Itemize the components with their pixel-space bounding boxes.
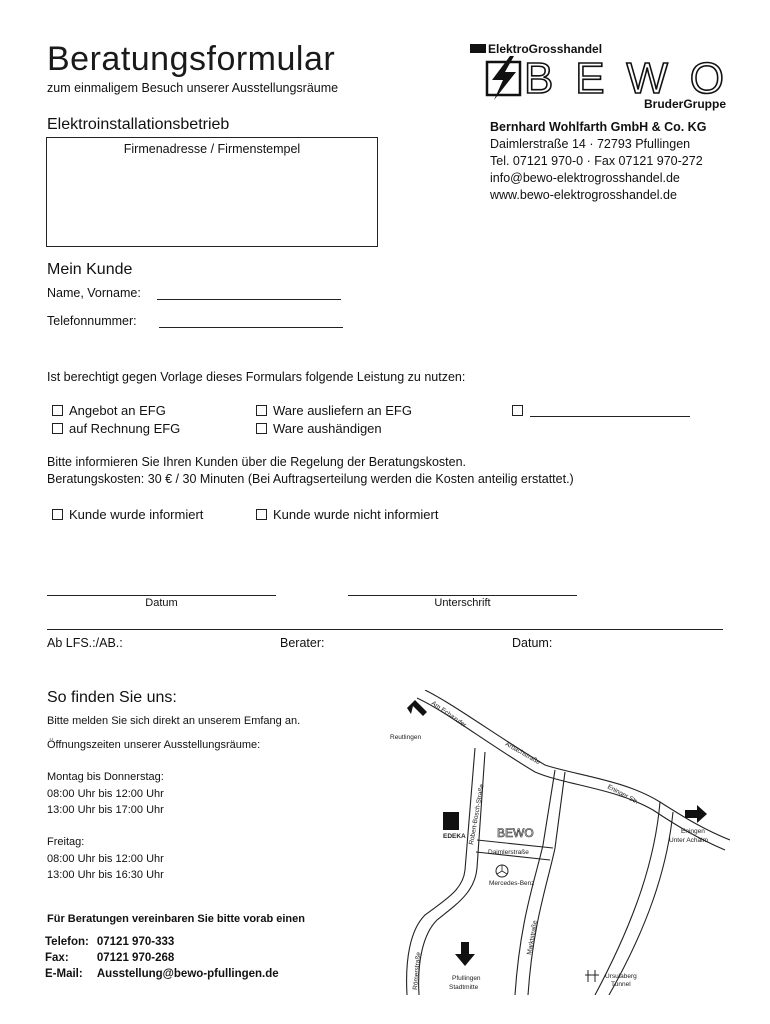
map-street-d: Robert-Bosch-Straße [468,783,486,846]
option-aushaendigen[interactable] [256,421,382,436]
option-rechnung[interactable] [52,421,180,436]
map-street-b: Arbachstraße [504,740,542,767]
map-pfullingen-2: Stadtmitte [449,984,479,991]
checkbox-aushaendigen[interactable] [256,423,267,434]
map-pfullingen-1: Pfullingen [452,975,481,982]
map-reutlingen: Reutlingen [390,734,422,741]
costs-line2: Beratungskosten: 30 € / 30 Minuten (Bei Auftragserteilung werden die Kosten anteilig erstattet.) [47,472,574,486]
hours-fri: Freitag: 08:00 Uhr bis 12:00 Uhr 13:00 Uhr bis 16:30 Uhr [47,836,164,881]
option-informed-label: Kunde wurde informiert [69,507,204,522]
map-tunnel-1: Ursulaberg [605,973,637,980]
section-divider [47,629,723,630]
road-eninger [595,802,660,995]
company-web[interactable]: www.bewo-elektrogrosshandel.de [490,188,677,202]
edeka-icon [443,812,459,830]
road-eninger-edge [609,812,673,995]
checkbox-not-informed[interactable] [256,509,267,520]
option-angebot-label: Angebot an EFG [69,403,166,418]
checkbox-informed[interactable] [52,509,63,520]
directions-line2: Öffnungszeiten unserer Ausstellungsräume: [47,739,261,751]
costs-line1: Bitte informieren Sie Ihren Kunden über die Regelung der Beratungskosten. [47,455,467,469]
option-not-informed-label: Kunde wurde nicht informiert [273,507,439,522]
fax-contact-value: 07121 970-268 [96,952,175,964]
map-eningen-2: Unter Achalm [669,837,709,844]
signature-label: Unterschrift [434,597,491,609]
bewo-logo-graphic [470,42,728,112]
other-field[interactable] [530,416,690,417]
option-other[interactable] [512,403,529,418]
company-name: Bernhard Wohlfarth GmbH & Co. KG [490,120,707,134]
hours-mon-thu: Montag bis Donnerstag: 08:00 Uhr bis 12:00 Uhr 13:00 Uhr bis 17:00 Uhr [47,771,164,816]
signature-field[interactable] [348,595,577,596]
checkbox-ausliefern[interactable] [256,405,267,416]
advisor-label: Berater: [280,636,325,650]
name-field[interactable] [157,299,341,300]
company-email[interactable]: info@bewo-elektrogrosshandel.de [490,171,680,185]
bewo-logo [470,42,728,112]
map-street-c: Eninger Str. [606,783,640,806]
option-angebot[interactable] [52,403,166,418]
option-informed[interactable] [52,507,203,522]
location-map [385,690,730,995]
map-street-e: Marktstraße [526,919,539,956]
checkbox-angebot[interactable] [52,405,63,416]
fax-contact-label: Fax: [45,952,69,964]
email-contact-label: E-Mail: [45,968,83,980]
map-street-f: Römerstraße [412,951,423,991]
page-title: Beratungsformular [47,40,336,78]
checkbox-rechnung[interactable] [52,423,63,434]
arrow-reutlingen-icon [407,700,427,716]
office-date-label: Datum: [512,636,553,650]
logo-top-text: ElektroGrosshandel [488,42,603,56]
arrow-eningen-icon [685,805,707,823]
road-robert-bosch-edge [419,752,485,995]
customer-heading: Mein Kunde [47,261,133,278]
option-ausliefern[interactable] [256,403,412,418]
phone-contact-value[interactable]: 07121 970-333 [96,936,175,948]
date-label: Datum [145,597,178,609]
option-aushaendigen-label: Ware aushändigen [273,421,382,436]
option-rechnung-label: auf Rechnung EFG [69,421,181,436]
phone-field[interactable] [159,327,343,328]
contact-table [45,934,287,982]
tunnel-icon [585,970,599,982]
map-tunnel-2: Tunnel [611,981,631,988]
map-daimlerstrasse: Daimlerstraße [488,849,529,856]
entitlement-intro: Ist berechtigt gegen Vorlage dieses Formulars folgende Leistung zu nutzen: [47,370,466,384]
stamp-box[interactable] [46,137,378,247]
option-ausliefern-label: Ware ausliefern an EFG [273,403,412,418]
logo-bottom-text: BruderGruppe [643,97,726,111]
installer-heading: Elektroinstallationsbetrieb [47,116,230,133]
map-eningen-1: Eningen [681,828,705,835]
email-contact-value[interactable]: Ausstellung@bewo-pfullingen.de [96,968,279,980]
phone-label: Telefonnummer: [47,314,137,328]
company-street: Daimlerstraße 14 · 72793 Pfullingen [490,137,691,151]
page-subtitle: zum einmaligem Besuch unserer Ausstellungsräume [47,81,339,95]
phone-contact-label: Telefon: [45,936,89,948]
road-daimlerstrasse [477,840,553,848]
lfs-label: Ab LFS.:/AB.: [47,636,123,650]
stamp-label: Firmenadresse / Firmenstempel [123,142,301,156]
directions-line1: Bitte melden Sie sich direkt an unserem Emfang an. [47,715,301,727]
option-not-informed[interactable] [256,507,438,522]
company-phone: Tel. 07121 970-0 · Fax 07121 970-272 [490,154,703,168]
logo-main-text: BEWO [524,54,724,103]
map-edeka: EDEKA [443,833,466,840]
map-bewo: BEWO [497,826,534,840]
name-label: Name, Vorname: [47,286,141,300]
location-map-graphic [385,690,730,995]
arrow-pfullingen-icon [455,942,475,966]
map-mercedes: Mercedes-Benz [489,880,535,887]
checkbox-other[interactable] [512,405,523,416]
appointment-text: Für Beratungen vereinbaren Sie bitte vorab einen [47,913,305,925]
road-am-echazufer [425,690,730,840]
date-field[interactable] [47,595,276,596]
directions-heading: So finden Sie uns: [47,689,177,706]
map-street-a: Am Echazufer [429,699,468,730]
